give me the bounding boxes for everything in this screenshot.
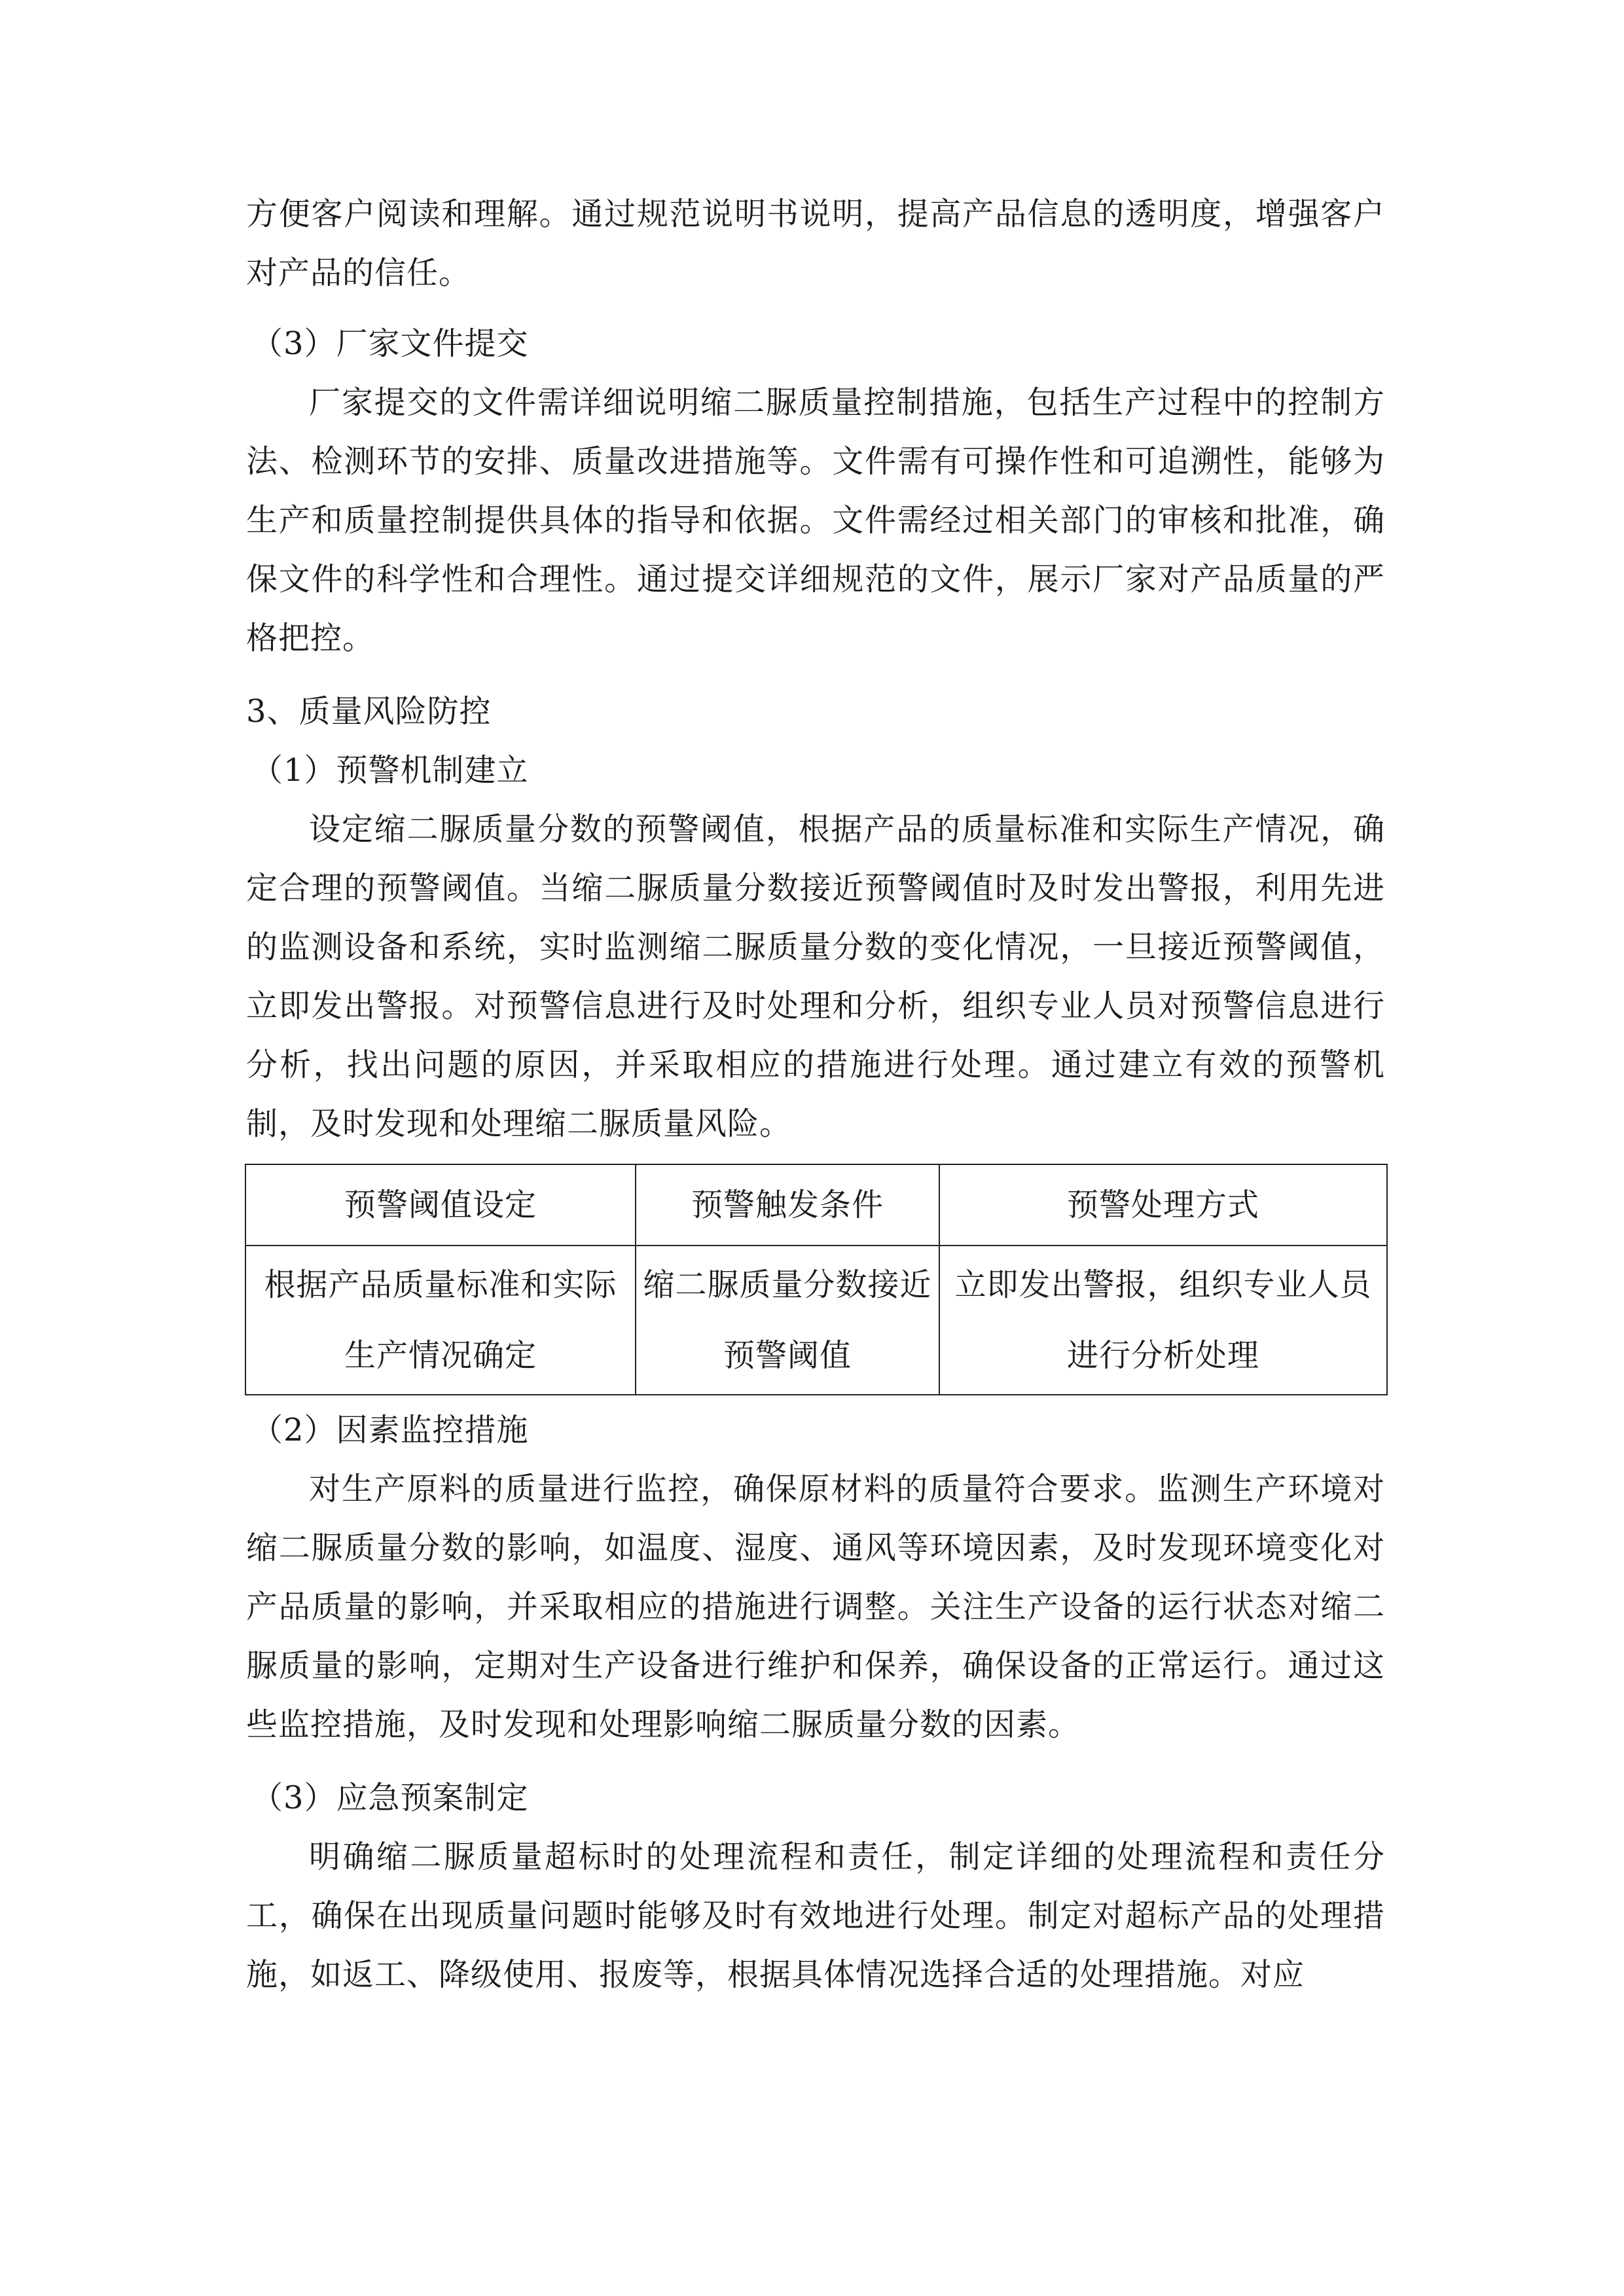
spacer [246, 302, 1385, 314]
table-cell-threshold: 根据产品质量标准和实际生产情况确定 [245, 1246, 636, 1395]
warning-mechanism-paragraph: 设定缩二脲质量分数的预警阈值，根据产品的质量标准和实际生产情况，确定合理的预警阈值。当缩二脲质量分数接近预警阈值时及时发出警报，利用先进的监测设备和系统，实时监测缩二脲质量分数的变化情况，一旦接近预警阈值，立即发出警报。对预警信息进行及时处理和分析，组织专业人员对预警信息进行分析，找出问题的原因，并采取相应的措施进行处理。通过建立有效的预警机制，及时发现和处理缩二脲质量风险。 [246, 811, 1385, 1142]
emergency-plan-paragraph: 明确缩二脲质量超标时的处理流程和责任，制定详细的处理流程和责任分工，确保在出现质量问题时能够及时有效地进行处理。制定对超标产品的处理措施，如返工、降级使用、报废等，根据具体情况选择合适的处理措施。对应 [246, 1839, 1385, 1993]
table-header-row [245, 1164, 1387, 1246]
heading-emergency-plan: （3）应急预案制定 [251, 1780, 529, 1816]
warning-table [245, 1164, 1388, 1395]
heading-warning-mechanism: （1）预警机制建立 [251, 752, 529, 789]
table-header-trigger: 预警触发条件 [636, 1164, 939, 1246]
table-cell-trigger: 缩二脲质量分数接近预警阈值 [636, 1246, 939, 1395]
heading-risk-control: 3、质量风险防控 [246, 693, 492, 730]
table-header-handling: 预警处理方式 [939, 1164, 1387, 1246]
factor-monitoring-paragraph: 对生产原料的质量进行监控，确保原材料的质量符合要求。监测生产环境对缩二脲质量分数的影响，如温度、湿度、通风等环境因素，及时发现环境变化对产品质量的影响，并采取相应的措施进行调整。关注生产设备的运行状态对缩二脲质量的影响，定期对生产设备进行维护和保养，确保设备的正常运行。通过这些监控措施，及时发现和处理影响缩二脲质量分数的因素。 [246, 1471, 1385, 1743]
heading-factory-docs: （3）厂家文件提交 [251, 325, 529, 362]
table-cell-handling: 立即发出警报，组织专业人员进行分析处理 [939, 1246, 1387, 1395]
heading-factor-monitoring: （2）因素监控措施 [251, 1412, 529, 1448]
intro-paragraph: 方便客户阅读和理解。通过规范说明书说明，提高产品信息的透明度，增强客户对产品的信任。 [246, 196, 1385, 291]
table-header-threshold: 预警阈值设定 [245, 1164, 636, 1246]
spacer [246, 1754, 1385, 1768]
spacer [246, 668, 1385, 682]
factory-docs-paragraph: 厂家提交的文件需详细说明缩二脲质量控制措施，包括生产过程中的控制方法、检测环节的安排、质量改进措施等。文件需有可操作性和可追溯性，能够为生产和质量控制提供具体的指导和依据。文件需经过相关部门的审核和批准，确保文件的科学性和合理性。通过提交详细规范的文件，展示厂家对产品质量的严格把控。 [246, 384, 1385, 656]
document-page [246, 185, 1385, 2004]
table-row [245, 1246, 1387, 1395]
